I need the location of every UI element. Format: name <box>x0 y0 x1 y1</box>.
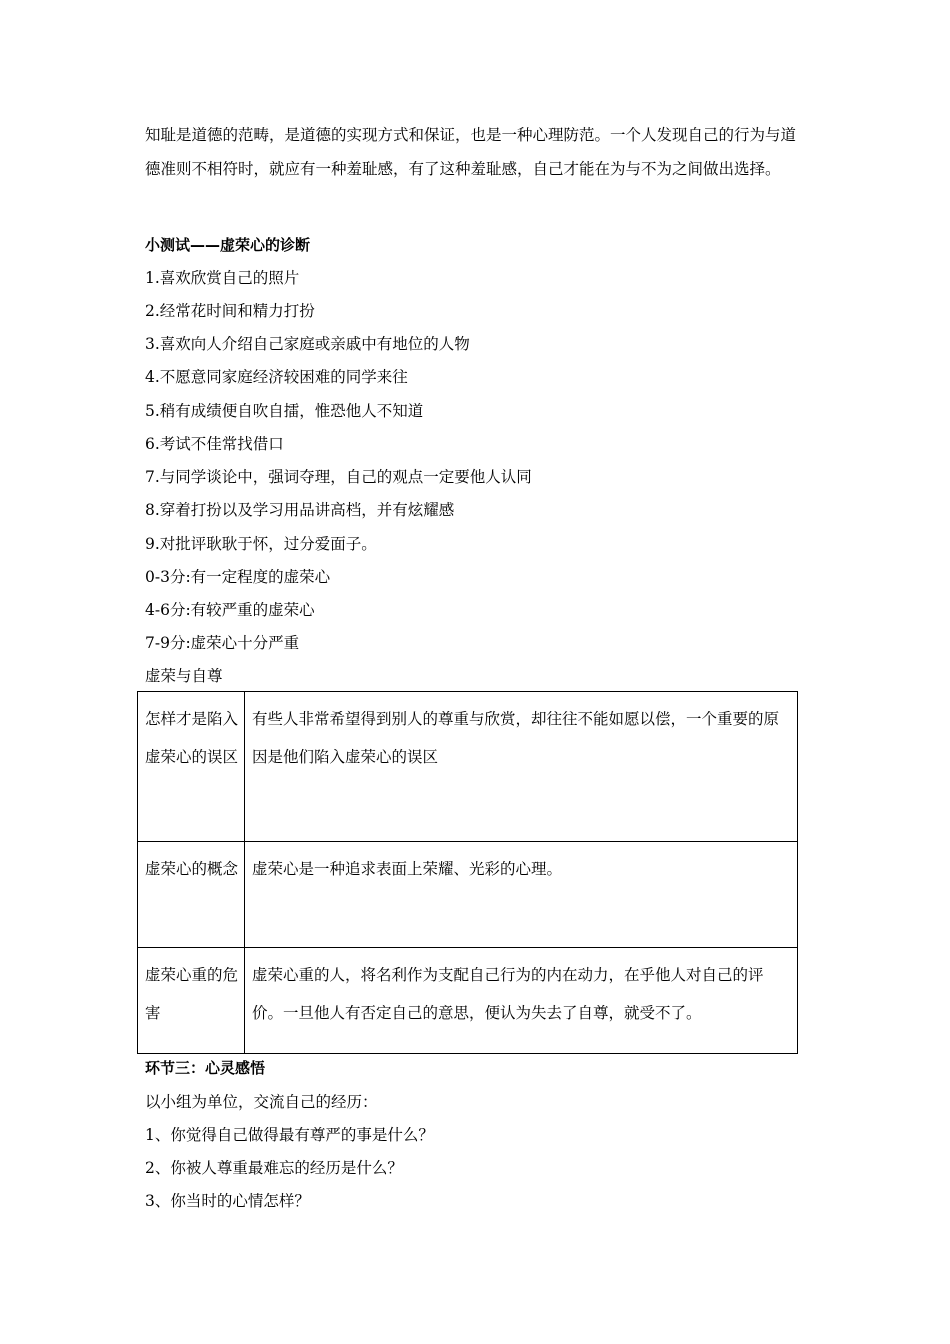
question-item: 2、你被人尊重最难忘的经历是什么？ <box>145 1159 403 1177</box>
quiz-item: 2.经常花时间和精力打扮 <box>145 302 315 320</box>
table-desc-cell: 虚荣心重的人，将名利作为支配自己行为的内在动力，在乎他人对自己的评价。一旦他人有否定自己的意思，便认为失去了自尊，就受不了。 <box>245 948 798 1054</box>
section3-lead: 以小组为单位，交流自己的经历： <box>145 1093 378 1111</box>
intro-paragraph: 知耻是道德的范畴，是道德的实现方式和保证，也是一种心理防范。一个人发现自己的行为与道德准则不相符时，就应有一种羞耻感，有了这种羞耻感，自己才能在为与不为之间做出选择。 <box>145 126 797 178</box>
table-term-cell: 虚荣心的概念 <box>138 842 245 948</box>
table-row <box>138 948 798 1054</box>
score-range: 7-9分:虚荣心十分严重 <box>145 634 300 652</box>
score-range: 0-3分:有一定程度的虚荣心 <box>145 568 331 586</box>
table-term-cell: 虚荣心重的危害 <box>138 948 245 1054</box>
vanity-table <box>137 691 798 1054</box>
score-range: 4-6分:有较严重的虚荣心 <box>145 601 315 619</box>
quiz-item: 3.喜欢向人介绍自己家庭或亲戚中有地位的人物 <box>145 335 470 353</box>
section3-title: 环节三：心灵感悟 <box>145 1059 266 1077</box>
quiz-item: 7.与同学谈论中，强词夺理，自己的观点一定要他人认同 <box>145 468 532 486</box>
table-caption: 虚荣与自尊 <box>145 667 223 685</box>
quiz-item: 5.稍有成绩便自吹自擂，惟恐他人不知道 <box>145 402 424 420</box>
question-item: 3、你当时的心情怎样？ <box>145 1192 310 1210</box>
table-term-cell: 怎样才是陷入虚荣心的误区 <box>138 692 245 842</box>
quiz-item: 8.穿着打扮以及学习用品讲高档，并有炫耀感 <box>145 501 455 519</box>
table-row <box>138 842 798 948</box>
quiz-item: 6.考试不佳常找借口 <box>145 435 284 453</box>
question-item: 1、你觉得自己做得最有尊严的事是什么？ <box>145 1126 434 1144</box>
quiz-item: 9.对批评耿耿于怀，过分爱面子。 <box>145 535 377 553</box>
quiz-item: 1.喜欢欣赏自己的照片 <box>145 269 300 287</box>
quiz-item: 4.不愿意同家庭经济较困难的同学来往 <box>145 368 408 386</box>
table-row <box>138 692 798 842</box>
table-desc-cell: 有些人非常希望得到别人的尊重与欣赏，却往往不能如愿以偿，一个重要的原因是他们陷入虚荣心的误区 <box>245 692 798 842</box>
table-desc-cell: 虚荣心是一种追求表面上荣耀、光彩的心理。 <box>245 842 798 948</box>
quiz-title: 小测试——虚荣心的诊断 <box>145 236 311 254</box>
